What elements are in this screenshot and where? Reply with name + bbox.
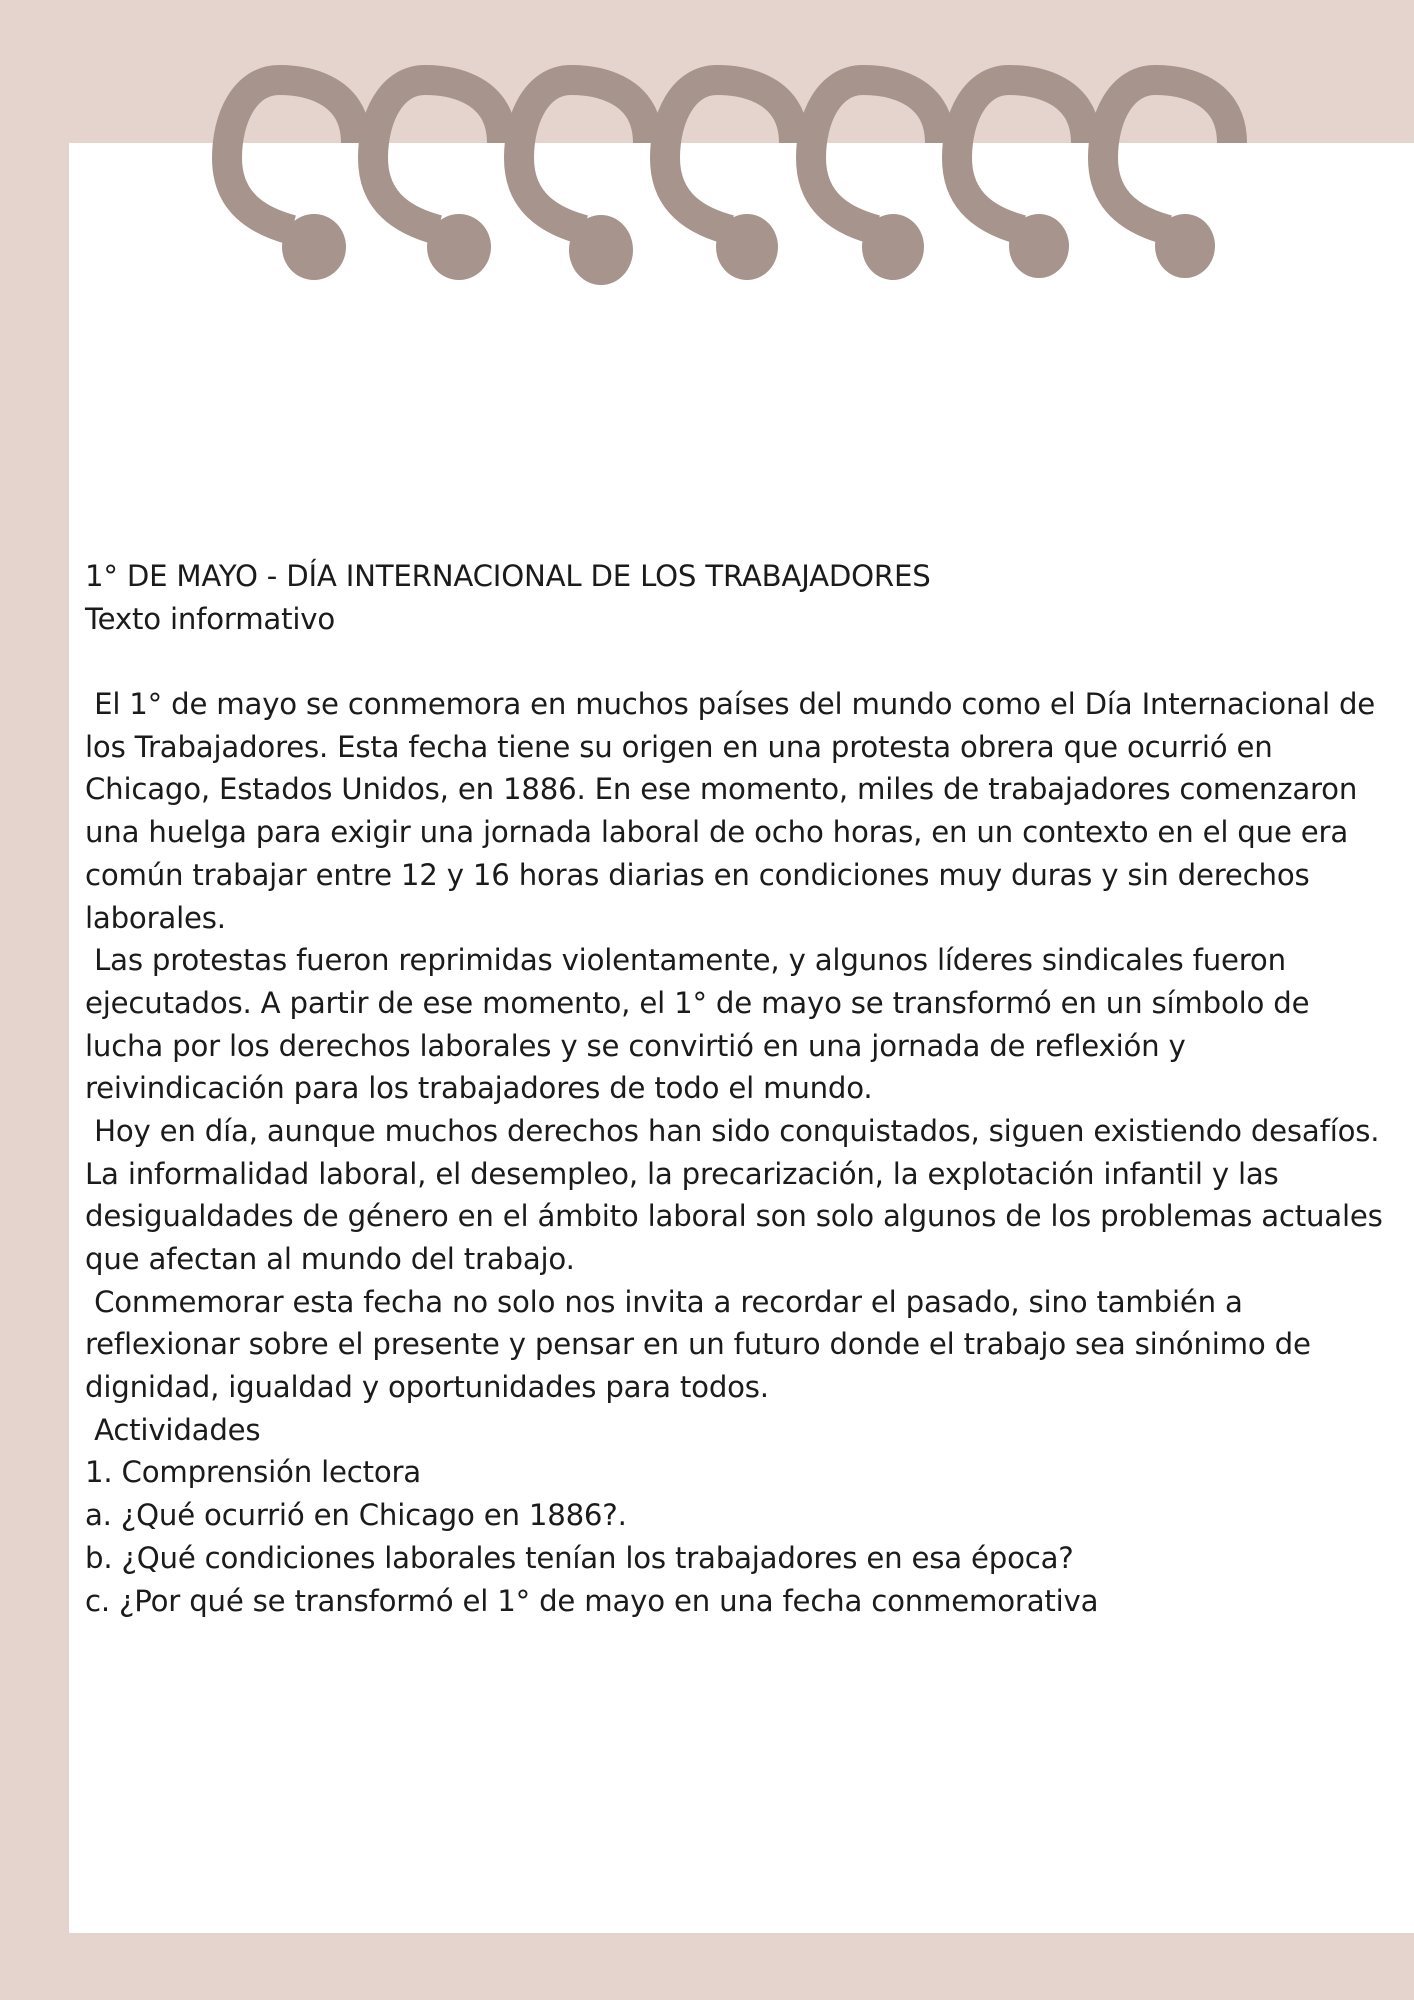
body-line: común trabajar entre 12 y 16 horas diarias en condiciones muy duras y sin derechos xyxy=(85,857,1310,892)
body-line: La informalidad laboral, el desempleo, la precarización, la explotación infantil y las xyxy=(85,1156,1279,1191)
body-line: Las protestas fueron reprimidas violentamente, y algunos líderes sindicales fueron xyxy=(85,943,1286,978)
binding-ring-1 xyxy=(227,80,356,280)
document-title: 1° DE MAYO - DÍA INTERNACIONAL DE LOS TRABAJADORES xyxy=(85,559,931,593)
body-line: lucha por los derechos laborales y se convirtió en una jornada de reflexión y xyxy=(85,1028,1186,1063)
binding-ring-2 xyxy=(373,80,502,280)
activity-question-c: c. ¿Por qué se transformó el 1° de mayo en una fecha conmemorativa xyxy=(85,1583,1099,1618)
spiral-binding xyxy=(0,0,1414,300)
body-line: Conmemorar esta fecha no solo nos invita a recordar el pasado, sino también a xyxy=(85,1284,1243,1319)
document-content xyxy=(85,555,1411,1622)
body-line: Hoy en día, aunque muchos derechos han sido conquistados, siguen existiendo desafíos. xyxy=(85,1113,1380,1148)
body-line: reflexionar sobre el presente y pensar en un futuro donde el trabajo sea sinónimo de xyxy=(85,1327,1311,1362)
body-line: los Trabajadores. Esta fecha tiene su origen en una protesta obrera que ocurrió en xyxy=(85,729,1273,764)
document-subtitle: Texto informativo xyxy=(85,601,335,636)
binding-ring-6 xyxy=(957,80,1086,278)
body-line: una huelga para exigir una jornada laboral de ocho horas, en un contexto en el que era xyxy=(85,815,1349,850)
body-line: ejecutados. A partir de ese momento, el 1° de mayo se transformó en un símbolo de xyxy=(85,985,1310,1020)
body-line: dignidad, igualdad y oportunidades para todos. xyxy=(85,1370,769,1405)
activities-heading: Actividades xyxy=(85,1412,261,1447)
activity-question-b: b. ¿Qué condiciones laborales tenían los trabajadores en esa época? xyxy=(85,1540,1074,1575)
body-line: desigualdades de género en el ámbito laboral son solo algunos de los problemas actuales xyxy=(85,1199,1383,1234)
activities-section: 1. Comprensión lectora xyxy=(85,1455,421,1490)
binding-ring-7 xyxy=(1103,80,1232,278)
body-line: reivindicación para los trabajadores de todo el mundo. xyxy=(85,1071,873,1106)
binding-ring-5 xyxy=(811,80,940,280)
binding-ring-4 xyxy=(665,80,794,280)
body-line: que afectan al mundo del trabajo. xyxy=(85,1242,575,1276)
body-line: laborales. xyxy=(85,900,226,935)
blank-line xyxy=(85,640,1411,683)
activity-question-a: a. ¿Qué ocurrió en Chicago en 1886?. xyxy=(85,1498,627,1533)
body-line: Chicago, Estados Unidos, en 1886. En ese momento, miles de trabajadores comenzaron xyxy=(85,772,1358,807)
body-line: El 1° de mayo se conmemora en muchos países del mundo como el Día Internacional de xyxy=(85,687,1376,722)
binding-ring-3 xyxy=(519,80,648,285)
